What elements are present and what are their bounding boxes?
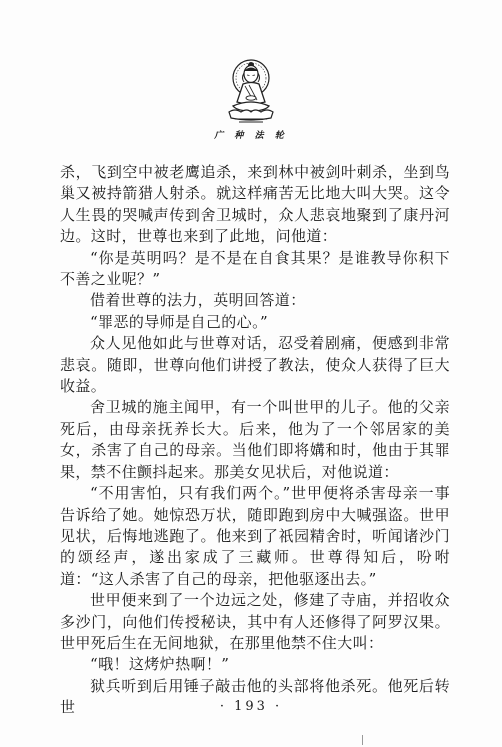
page-number: · 193 ·: [219, 699, 283, 714]
paragraph: “罪恶的导师是自己的心。”: [90, 312, 269, 331]
body-text: [60, 162, 450, 719]
header-caption: 广 种 法 轮: [214, 131, 288, 141]
paragraph: 舍卫城的施主闻甲，有一个叫世甲的儿子。他的父亲死后，由母亲抚养长大。后来，他为了一个邻居家的美女，杀害了自己的母亲。当他们即将媾和时，他由于其罪果，禁不住颤抖起来。那美女见状后，对他说道：: [60, 398, 450, 481]
paragraph: “哦！这烤炉热啊！”: [90, 655, 230, 674]
paragraph: 世甲便来到了一个边远之处，修建了寺庙，并招收众多沙门，向他们传授秘诀，其中有人还修得了阿罗汉果。世甲死后生在无间地狱，在那里他禁不住大叫：: [60, 591, 450, 652]
page-header: [0, 56, 502, 156]
paragraph: 杀，飞到空中被老鹰追杀，来到林中被剑叶刺杀，坐到鸟巢又被持箭猎人射杀。就这样痛苦无比地大叫大哭。这令人生畏的哭喊声传到舍卫城时，众人悲哀地聚到了康丹河边。这时，世尊也来到了此地，问他道：: [60, 163, 450, 246]
paragraph: 借着世尊的法力，英明回答道：: [90, 291, 306, 310]
paragraph: “你是英明吗？是不是在自食其果？是谁教导你积下不善之业呢？”: [60, 248, 450, 289]
paragraph: 狱兵听到后用锤子敲击他的头部将他杀死。他死后转世: [60, 676, 450, 717]
scan-mark: [362, 735, 363, 745]
paragraph: “不用害怕，只有我们两个。”世甲便将杀害母亲一事告诉给了她。她惊恐万状，随即跑到房中大喊强盗。世甲见状，后悔地逃跑了。他来到了祇园精舍时，听闻诸沙门的颂经声，遂出家成了三藏师。世尊得知后，吩咐道：“这人杀害了自己的母亲，把他驱逐出去。”: [60, 484, 450, 588]
paragraph: 众人见他如此与世尊对话，忍受着剧痛，便感到非常悲哀。随即，世尊向他们讲授了教法，使众人获得了巨大收益。: [60, 334, 450, 396]
seated-buddha-icon: [221, 56, 281, 126]
